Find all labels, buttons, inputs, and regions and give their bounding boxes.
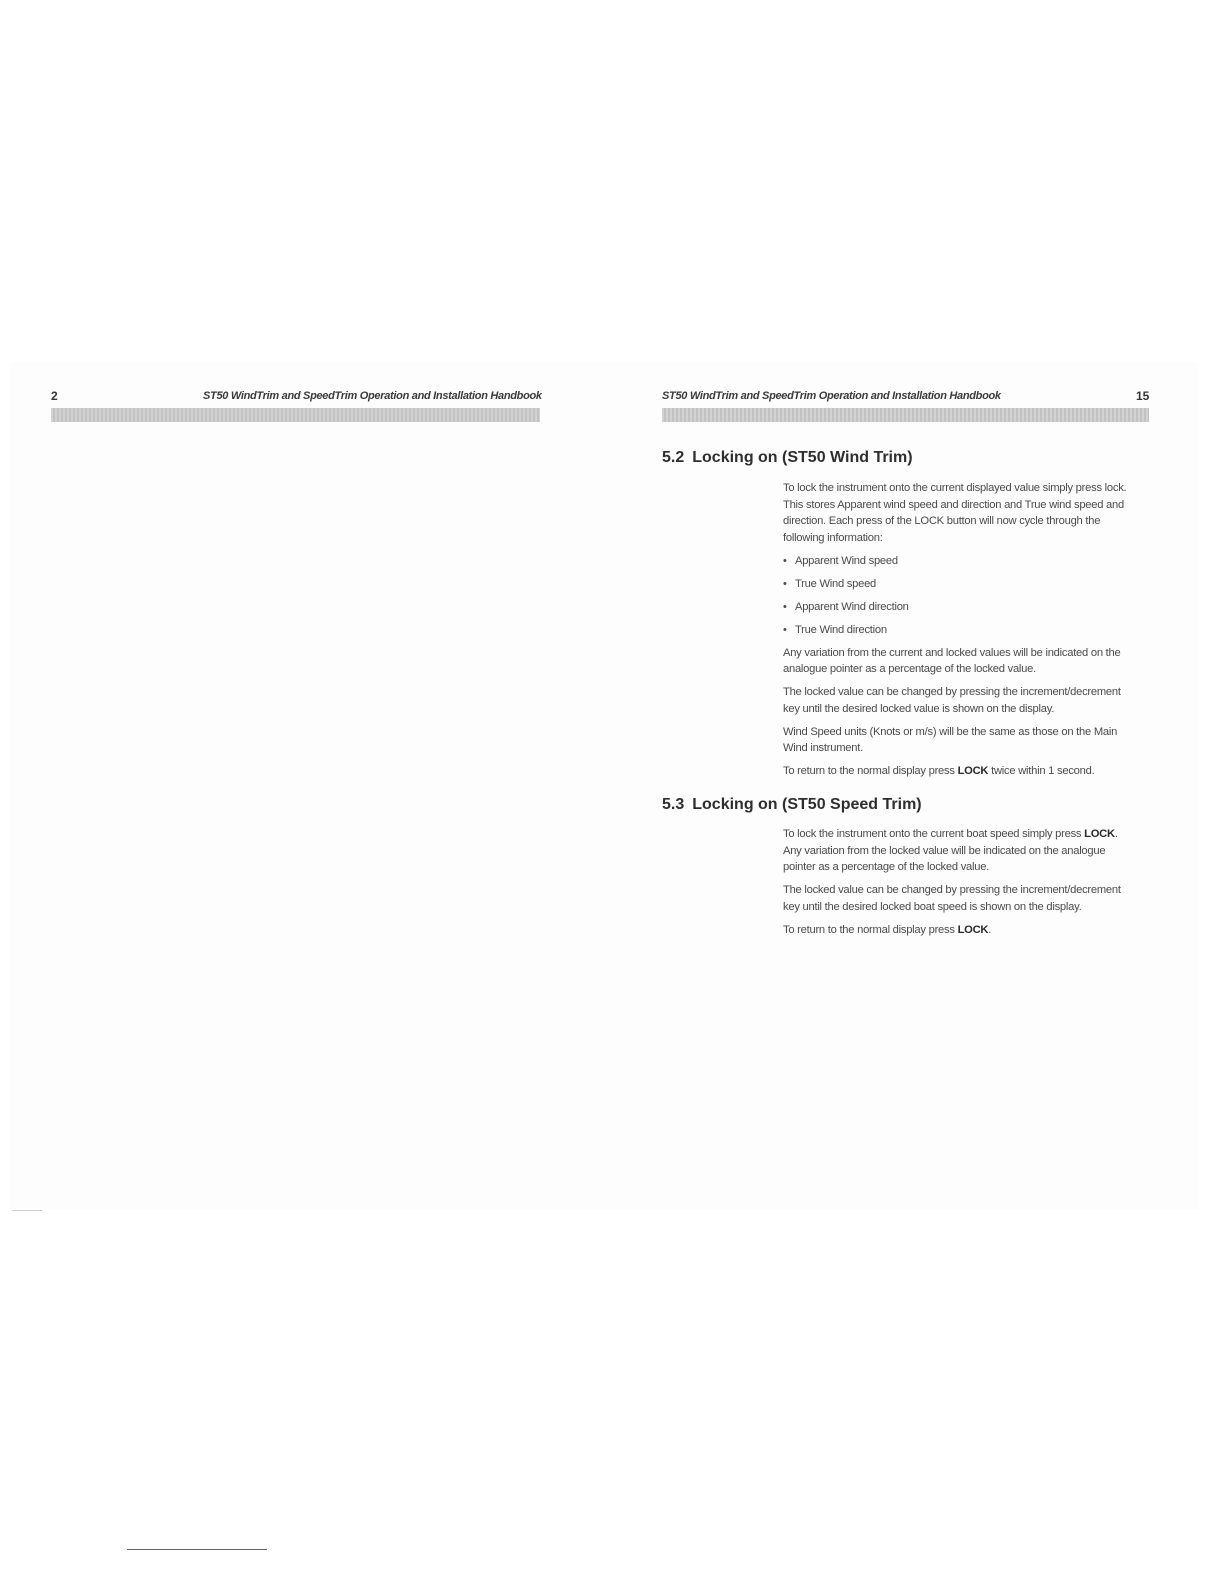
section-number: 5.2 (662, 449, 685, 466)
section-number: 5.3 (662, 796, 685, 813)
list-item-text: True Wind speed (795, 577, 877, 590)
text-run: To return to the normal display press (783, 765, 958, 777)
text-run: . (988, 923, 992, 936)
left-page-number: 2 (51, 389, 58, 403)
change-value-paragraph (783, 882, 1163, 915)
text-line: analogue pointer as a percentage of the locked value. (783, 663, 1036, 675)
text-line: Wind Speed units (Knots or m/s) will be the same as those on the Main (783, 725, 1118, 738)
lock-keyword: LOCK (1084, 828, 1115, 840)
text-line: Any variation from the locked value will be indicated on the analogue (783, 844, 1106, 857)
bullet-icon: • (783, 577, 787, 590)
footer-link-underline (127, 1549, 267, 1550)
list-item-text: Apparent Wind speed (795, 554, 898, 567)
list-item (783, 599, 1163, 616)
intro-paragraph (783, 480, 1163, 546)
section-title: Locking on (ST50 Speed Trim) (692, 796, 922, 813)
left-running-head: ST50 WindTrim and SpeedTrim Operation and Installation Handbook (203, 390, 542, 402)
text-run: To return to the normal display press (783, 923, 958, 936)
text-run: To lock the instrument onto the current boat speed simply press (783, 828, 1085, 840)
variation-paragraph (783, 645, 1163, 678)
text-line: pointer as a percentage of the locked value. (783, 861, 990, 873)
return-paragraph (783, 922, 1163, 939)
change-value-paragraph (783, 684, 1163, 717)
left-header-rule (51, 408, 540, 422)
list-item-text: Apparent Wind direction (795, 600, 909, 613)
section-5-3-body (783, 826, 1163, 945)
list-item (783, 576, 1163, 593)
scan-edge-mark (12, 1210, 42, 1211)
lock-keyword: LOCK (957, 765, 989, 777)
section-5-2-body (783, 480, 1163, 786)
right-header-rule (662, 408, 1149, 422)
text-line: Wind instrument. (783, 742, 863, 754)
return-paragraph (783, 763, 1163, 780)
list-item (783, 553, 1163, 570)
section-title: Locking on (ST50 Wind Trim) (692, 449, 913, 466)
text-line: To lock the instrument onto the current displayed value simply press lock. (783, 482, 1127, 494)
text-run: twice within 1 second. (988, 765, 1095, 777)
text-line: key until the desired locked value is shown on the display. (783, 702, 1055, 715)
text-run: . (1114, 828, 1118, 840)
text-line: direction. Each press of the LOCK button will now cycle through the (783, 515, 1101, 527)
list-item-text: True Wind direction (795, 623, 887, 636)
text-line: The locked value can be changed by pressing the increment/decrement (783, 686, 1121, 698)
right-running-head: ST50 WindTrim and SpeedTrim Operation and Installation Handbook (662, 390, 1001, 402)
lock-keyword: LOCK (957, 923, 989, 936)
text-line: The locked value can be changed by pressing the increment/decrement (783, 884, 1121, 896)
right-page-number: 15 (1136, 389, 1150, 403)
units-paragraph (783, 724, 1163, 757)
bullet-icon: • (783, 623, 787, 636)
section-heading-5-3 (662, 796, 922, 814)
lock-paragraph (783, 826, 1163, 876)
text-line: Any variation from the current and locked values will be indicated on the (783, 646, 1121, 659)
text-line: key until the desired locked boat speed is shown on the display. (783, 900, 1082, 913)
text-line: following information: (783, 531, 883, 544)
list-item (783, 622, 1163, 639)
bullet-icon: • (783, 600, 787, 613)
bullet-icon: • (783, 554, 787, 567)
info-bullet-list (783, 553, 1163, 639)
section-heading-5-2 (662, 449, 913, 467)
text-line: This stores Apparent wind speed and direction and True wind speed and (783, 498, 1124, 511)
